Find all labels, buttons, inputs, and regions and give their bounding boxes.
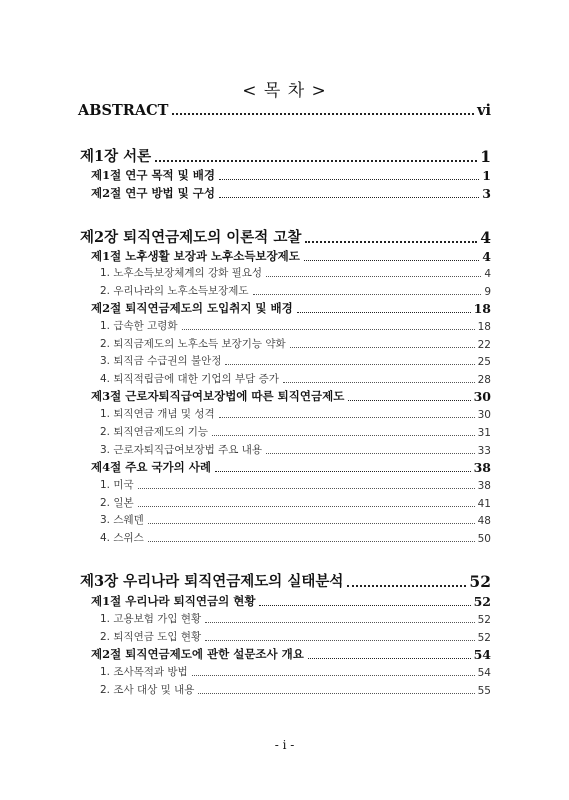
dot-leader (172, 113, 474, 115)
toc-entry-subsection[interactable] (100, 442, 491, 457)
dot-leader (205, 640, 474, 641)
toc-entry-subsection[interactable] (100, 353, 491, 368)
toc-entry-page: 48 (477, 515, 491, 527)
dot-leader (225, 364, 474, 365)
toc-entry-subsection[interactable] (100, 283, 491, 298)
toc-entry-chapter[interactable] (80, 145, 491, 166)
dot-leader (305, 241, 477, 243)
dot-leader (253, 294, 482, 295)
dot-leader (266, 276, 481, 277)
toc-entry-text: 제1장 서론 (80, 148, 152, 165)
toc-entry-page: 4 (480, 228, 491, 247)
toc-entry-page: 31 (477, 427, 491, 439)
dot-leader (297, 312, 471, 313)
toc-entry-subsection[interactable] (100, 318, 491, 333)
toc-entry-page: 38 (473, 460, 491, 475)
toc-entry-section[interactable] (91, 388, 491, 404)
toc-entry-text: 1. 조사목적과 방법 (100, 666, 188, 678)
toc-entry-text: 제1절 노후생활 보장과 노후소득보장제도 (91, 249, 300, 263)
dot-leader (219, 417, 475, 418)
toc-entry-text: 2. 퇴직금제도의 노후소득 보장기능 약화 (100, 338, 286, 350)
toc-entry-subsection[interactable] (100, 664, 491, 679)
page-number-footer: - i - (274, 738, 295, 752)
dot-leader (308, 658, 471, 659)
toc-entry-subsection[interactable] (100, 477, 491, 492)
dot-leader (259, 605, 470, 606)
toc-entry-text: 제2절 퇴직연금제도의 도입취지 및 배경 (91, 301, 293, 315)
toc-entry-subsection[interactable] (100, 371, 491, 386)
dot-leader (182, 329, 475, 330)
dot-leader (148, 523, 475, 524)
toc-entry-text: 제2절 연구 방법 및 구성 (91, 186, 215, 200)
toc-entry-page: 1 (482, 168, 491, 183)
toc-entry-page: 55 (477, 685, 491, 697)
dot-leader (290, 347, 475, 348)
dot-leader (347, 585, 466, 587)
toc-entry-subsection[interactable] (100, 629, 491, 644)
dot-leader (283, 382, 475, 383)
toc-entry-subsection[interactable] (100, 406, 491, 421)
toc-entry-page: 28 (477, 374, 491, 386)
dot-leader (155, 160, 477, 162)
toc-entry-page: 52 (477, 614, 491, 626)
toc-entry-page: 25 (477, 356, 491, 368)
dot-leader (348, 400, 470, 401)
toc-entry-section[interactable] (91, 248, 491, 264)
toc-entry-page: 52 (477, 632, 491, 644)
toc-entry-section[interactable] (91, 646, 491, 662)
dot-leader (138, 506, 475, 507)
toc-entry-page: 41 (477, 498, 491, 510)
toc-entry-text: 1. 급속한 고령화 (100, 320, 178, 332)
dot-leader (215, 471, 471, 472)
toc-entry-page: 30 (477, 409, 491, 421)
toc-entry-page: 4 (484, 268, 491, 280)
toc-entry-subsection[interactable] (100, 530, 491, 545)
toc-entry-page: 18 (477, 321, 491, 333)
toc-entry-chapter[interactable] (80, 570, 491, 591)
dot-leader (192, 675, 475, 676)
dot-leader (219, 179, 479, 180)
toc-entry-page: 54 (473, 647, 491, 662)
toc-entry-text: 제2절 퇴직연금제도에 관한 설문조사 개요 (91, 647, 304, 661)
dot-leader (205, 622, 474, 623)
toc-entry-text: ABSTRACT (78, 102, 169, 119)
toc-title: < 목 차 > (242, 81, 327, 101)
toc-entry-text: 제3장 우리나라 퇴직연금제도의 실태분석 (80, 573, 344, 590)
dot-leader (198, 693, 474, 694)
toc-entry-text: 제1절 우리나라 퇴직연금의 현황 (91, 594, 256, 608)
toc-entry-page: 33 (477, 445, 491, 457)
toc-entry-subsection[interactable] (100, 495, 491, 510)
toc-entry-section[interactable] (91, 300, 491, 316)
toc-entry-text: 2. 우리나라의 노후소득보장제도 (100, 285, 249, 297)
toc-entry-text: 3. 스웨덴 (100, 514, 144, 526)
dot-leader (304, 260, 479, 261)
dot-leader (138, 488, 475, 489)
toc-entry-section[interactable] (91, 459, 491, 475)
dot-leader (266, 453, 475, 454)
toc-entry-page: 52 (469, 572, 491, 591)
toc-entry-page: 9 (484, 286, 491, 298)
dot-leader (212, 435, 475, 436)
toc-entry-subsection[interactable] (100, 611, 491, 626)
toc-entry-section[interactable] (91, 593, 491, 609)
toc-entry-text: 3. 퇴직금 수급권의 불안정 (100, 355, 222, 367)
toc-entry-text: 2. 조사 대상 및 내용 (100, 684, 195, 696)
toc-entry-page: 18 (473, 301, 491, 316)
toc-entry-subsection[interactable] (100, 512, 491, 527)
toc-entry-section[interactable] (91, 185, 491, 201)
toc-entry-subsection[interactable] (100, 682, 491, 697)
toc-entry-text: 제2장 퇴직연금제도의 이론적 고찰 (80, 229, 302, 246)
toc-entry-page: 54 (477, 667, 491, 679)
toc-entry-text: 4. 스위스 (100, 532, 144, 544)
toc-entry-page: vi (477, 102, 491, 119)
toc-entry-abstract[interactable] (78, 102, 491, 119)
toc-entry-text: 4. 퇴직적립금에 대한 기업의 부담 증가 (100, 373, 279, 385)
toc-entry-page: 4 (482, 249, 491, 264)
toc-entry-page: 1 (480, 147, 491, 166)
toc-entry-text: 1. 고용보험 가입 현황 (100, 613, 202, 625)
toc-entry-page: 30 (473, 389, 491, 404)
toc-entry-page: 52 (473, 594, 491, 609)
toc-entry-text: 제1절 연구 목적 및 배경 (91, 168, 215, 182)
toc-entry-page: 38 (477, 480, 491, 492)
toc-entry-text: 1. 미국 (100, 479, 134, 491)
toc-entry-text: 3. 근로자퇴직급여보장법 주요 내용 (100, 444, 263, 456)
toc-entry-chapter[interactable] (80, 226, 491, 247)
toc-entry-text: 2. 일본 (100, 497, 134, 509)
toc-entry-subsection[interactable] (100, 336, 491, 351)
toc-entry-page: 50 (477, 533, 491, 545)
toc-entry-text: 제4절 주요 국가의 사례 (91, 460, 211, 474)
toc-entry-text: 2. 퇴직연금 도입 현황 (100, 631, 202, 643)
dot-leader (148, 541, 475, 542)
toc-entry-text: 제3절 근로자퇴직급여보장법에 따른 퇴직연금제도 (91, 389, 345, 403)
toc-entry-subsection[interactable] (100, 424, 491, 439)
toc-entry-subsection[interactable] (100, 265, 491, 280)
toc-entry-text: 1. 퇴직연금 개념 및 성격 (100, 408, 215, 420)
toc-entry-page: 22 (477, 339, 491, 351)
toc-entry-page: 3 (482, 186, 491, 201)
dot-leader (219, 197, 479, 198)
toc-entry-text: 2. 퇴직연금제도의 기능 (100, 426, 208, 438)
toc-entry-section[interactable] (91, 167, 491, 183)
toc-entry-text: 1. 노후소득보장체계의 강화 필요성 (100, 267, 263, 279)
